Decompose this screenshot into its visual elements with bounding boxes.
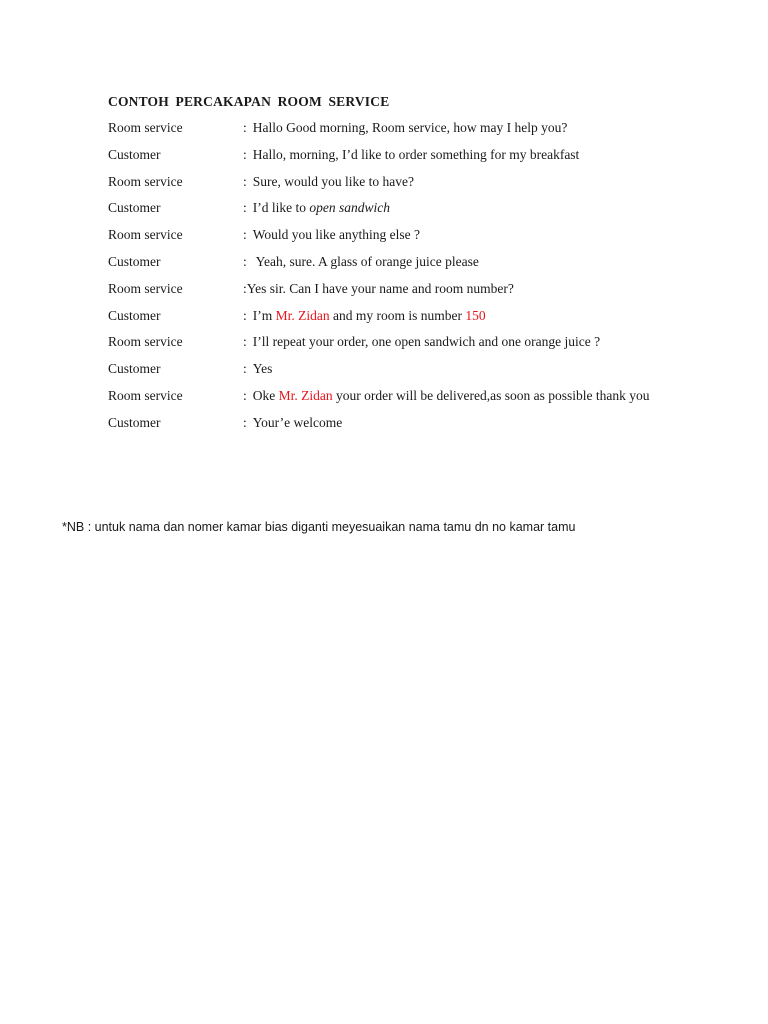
dialog-line xyxy=(108,119,728,146)
utterance xyxy=(243,387,649,405)
colon-separator: : xyxy=(243,120,247,135)
utterance xyxy=(243,414,342,432)
colon-separator: : xyxy=(243,173,247,189)
colon-separator: : xyxy=(243,200,247,216)
footnote: *NB : untuk nama dan nomer kamar bias diganti meyesuaikan nama tamu dn no kamar tamu xyxy=(62,520,576,534)
colon-separator: : xyxy=(243,361,247,377)
speaker-label: Customer xyxy=(108,200,161,216)
utterance-text: Yes sir. Can I have your name and room number? xyxy=(246,280,514,296)
speaker-label: Room service xyxy=(108,334,183,350)
dialog-line xyxy=(108,253,728,280)
speaker-label: Customer xyxy=(108,146,161,162)
dialog-line xyxy=(108,226,728,253)
utterance xyxy=(243,146,579,164)
utterance xyxy=(243,333,600,351)
dialog-line xyxy=(108,414,728,441)
utterance xyxy=(243,119,567,137)
speaker-label: Customer xyxy=(108,414,161,430)
dialog-list xyxy=(108,119,728,441)
utterance xyxy=(243,307,486,325)
dialog-line xyxy=(108,146,728,173)
utterance xyxy=(243,226,420,244)
colon-separator: : xyxy=(243,387,247,403)
colon-separator: : xyxy=(243,280,247,296)
utterance-text: Hallo Good morning, Room service, how may I help you? xyxy=(252,120,568,135)
speaker-label: Room service xyxy=(108,120,183,135)
colon-separator: : xyxy=(243,334,247,350)
speaker-label: Room service xyxy=(108,227,183,243)
colon-separator: : xyxy=(243,227,247,243)
utterance-text: Your’e welcome xyxy=(252,414,343,430)
dialog-line xyxy=(108,307,728,334)
utterance-text: Oke xyxy=(252,387,279,403)
highlighted-text: Mr. Zidan xyxy=(275,307,330,323)
utterance-text: your order will be delivered,as soon as possible thank you xyxy=(332,387,650,403)
utterance xyxy=(243,253,479,271)
utterance-text: Yes xyxy=(252,361,273,377)
utterance-text: I’ll repeat your order, one open sandwich and one orange juice ? xyxy=(252,334,601,350)
highlighted-text: Mr. Zidan xyxy=(278,387,333,403)
utterance xyxy=(243,280,514,298)
speaker-label: Customer xyxy=(108,253,161,269)
utterance xyxy=(243,360,272,378)
utterance xyxy=(243,199,390,217)
dialog-line xyxy=(108,280,728,307)
utterance-text: Sure, would you like to have? xyxy=(252,173,414,189)
colon-separator: : xyxy=(243,414,247,430)
utterance-text: I’m xyxy=(252,307,276,323)
speaker-label: Customer xyxy=(108,307,161,323)
document-title: CONTOH PERCAKAPAN ROOM SERVICE xyxy=(108,94,390,109)
utterance-text: Hallo, morning, I’d like to order something for my breakfast xyxy=(252,146,580,162)
dialog-line xyxy=(108,173,728,200)
italic-text: open sandwich xyxy=(309,200,391,216)
utterance-text: I’d like to xyxy=(252,200,310,216)
dialog-line xyxy=(108,333,728,360)
utterance-text: and my room is number xyxy=(329,307,466,323)
dialog-line xyxy=(108,360,728,387)
utterance-text: Yeah, sure. A glass of orange juice please xyxy=(252,253,479,269)
utterance xyxy=(243,173,414,191)
colon-separator: : xyxy=(243,307,247,323)
dialog-line xyxy=(108,199,728,226)
colon-separator: : xyxy=(243,146,247,162)
speaker-label: Customer xyxy=(108,361,161,377)
speaker-label: Room service xyxy=(108,280,183,296)
colon-separator: : xyxy=(243,253,247,269)
dialog-line xyxy=(108,387,728,414)
highlighted-text: 150 xyxy=(465,307,486,323)
speaker-label: Room service xyxy=(108,387,183,403)
speaker-label: Room service xyxy=(108,173,183,189)
utterance-text: Would you like anything else ? xyxy=(252,227,421,243)
